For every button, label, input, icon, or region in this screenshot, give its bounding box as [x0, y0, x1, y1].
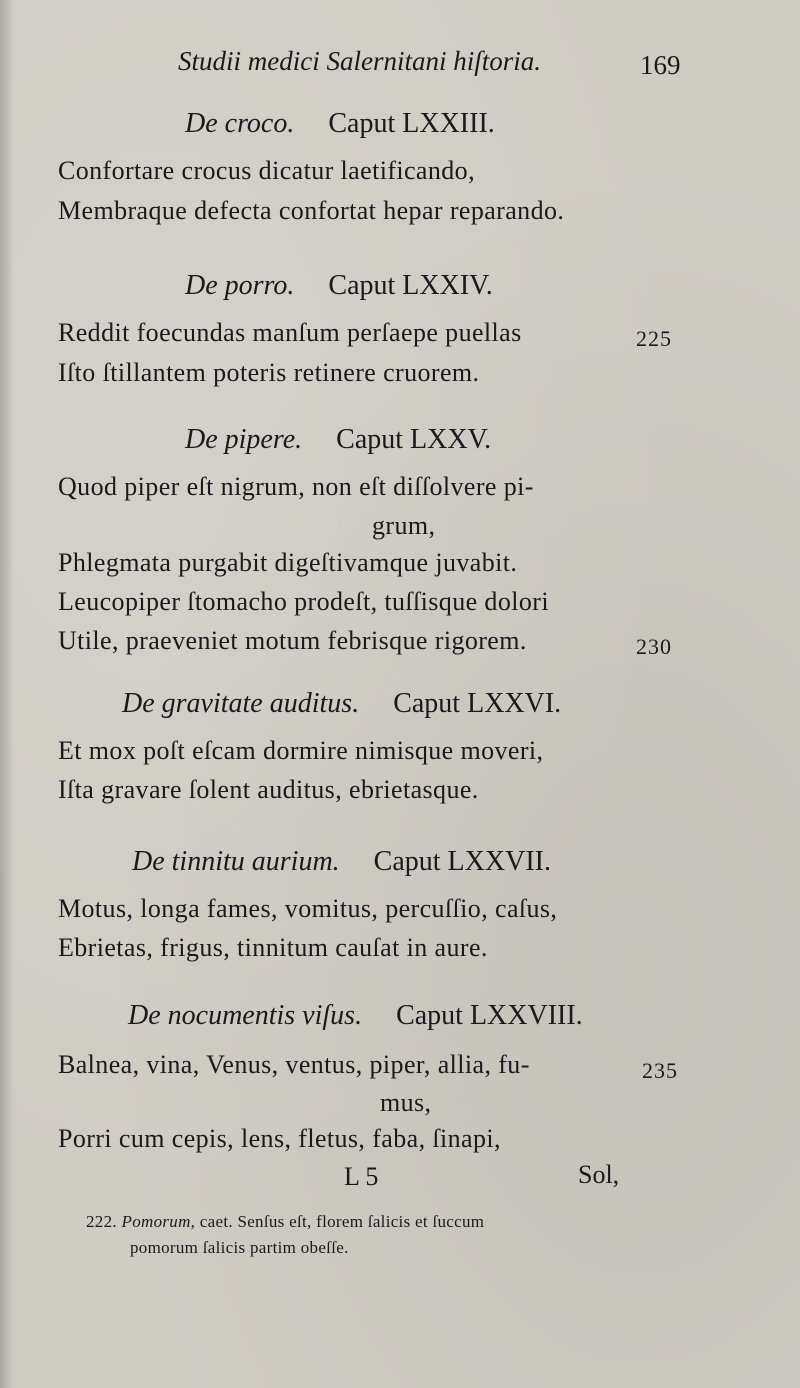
catchword: Sol, — [578, 1160, 620, 1189]
section-title: De pipere. — [185, 424, 303, 455]
section-caput: Caput LXXIV. — [328, 270, 493, 301]
verse-line: Confortare crocus dicatur laetificando, — [58, 156, 475, 185]
line-number: 230 — [636, 634, 672, 659]
section-caput: Caput LXXV. — [336, 424, 492, 455]
section-title: De tinnitu aurium. — [132, 846, 340, 877]
footnote-number: 222. — [86, 1212, 117, 1231]
section-heading — [185, 424, 491, 456]
footnote-line — [86, 1212, 484, 1232]
line-number: 225 — [636, 326, 672, 351]
section-caput: Caput LXXVIII. — [396, 1000, 583, 1031]
verse-line: Membraque defecta confortat hepar reparando. — [58, 196, 565, 225]
verse-line: Et mox poſt eſcam dormire nimisque moveri, — [58, 736, 544, 765]
line-number: 235 — [642, 1058, 678, 1083]
section-caput: Caput LXXIII. — [328, 108, 495, 139]
signature-mark: L 5 — [344, 1162, 379, 1191]
section-title: De nocumentis viſus. — [128, 1000, 363, 1031]
verse-line: Iſto ſtillantem poteris retinere cruorem. — [58, 358, 480, 387]
running-title: Studii medici Salernitani hiſtoria. — [178, 46, 541, 76]
verse-line: Leucopiper ſtomacho prodeſt, tuſſisque dolori — [58, 587, 549, 616]
verse-line: Quod piper eſt nigrum, non eſt diſſolvere pi- — [58, 472, 534, 501]
page-edge-shadow — [0, 0, 14, 1388]
section-heading — [132, 846, 551, 878]
verse-line: Utile, praeveniet motum febrisque rigorem. — [58, 626, 527, 655]
section-heading — [185, 270, 493, 302]
footnote-line: pomorum ſalicis partim obeſſe. — [130, 1238, 349, 1257]
section-title: De porro. — [185, 270, 295, 301]
section-title: De gravitate auditus. — [122, 688, 360, 719]
verse-line: Porri cum cepis, lens, fletus, faba, ſinapi, — [58, 1124, 501, 1153]
verse-line: Reddit foecundas manſum perſaepe puellas — [58, 318, 522, 347]
section-heading — [185, 108, 495, 140]
verse-line: Iſta gravare ſolent auditus, ebrietasque. — [58, 775, 479, 804]
footnote-text: caet. Senſus eſt, florem ſalicis et ſuccum — [199, 1212, 485, 1231]
section-heading — [128, 1000, 583, 1032]
footnote-lemma: Pomorum, — [121, 1212, 196, 1231]
verse-line: Phlegmata purgabit digeſtivamque juvabit. — [58, 548, 518, 577]
page-number: 169 — [640, 50, 681, 80]
section-heading — [122, 688, 561, 720]
verse-line: Balnea, vina, Venus, ventus, piper, allia, fu- — [58, 1050, 530, 1079]
section-title: De croco. — [185, 108, 295, 139]
verse-line: Ebrietas, frigus, tinnitum cauſat in aure. — [58, 933, 488, 962]
verse-line-continuation: mus, — [380, 1088, 432, 1117]
verse-line: Motus, longa fames, vomitus, percuſſio, caſus, — [58, 894, 558, 923]
verse-line-continuation: grum, — [372, 511, 436, 540]
section-caput: Caput LXXVII. — [373, 846, 551, 877]
section-caput: Caput LXXVI. — [393, 688, 562, 719]
